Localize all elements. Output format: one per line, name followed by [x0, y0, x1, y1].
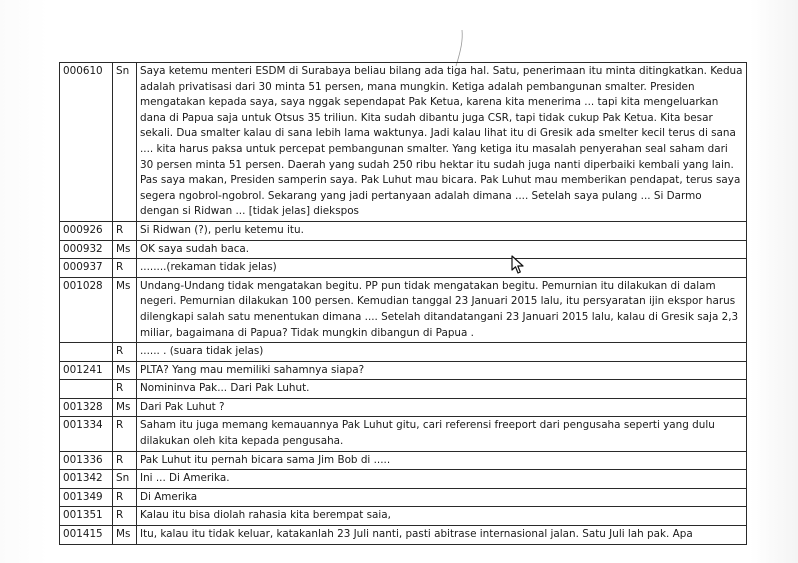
speaker-cell: Ms [113, 277, 137, 342]
utterance-cell: Itu, kalau itu tidak keluar, katakanlah 23 Juli nanti, pasti abitrase internasional jalan. Satu Juli lah pak. Apa [137, 526, 747, 545]
speaker-cell: R [113, 488, 137, 507]
speaker-cell: Sn [113, 63, 137, 222]
timestamp-cell: 000926 [60, 221, 113, 240]
timestamp-cell: 001328 [60, 398, 113, 417]
timestamp-cell: 001028 [60, 277, 113, 342]
timestamp-cell: 001241 [60, 361, 113, 380]
utterance-cell: Kalau itu bisa diolah rahasia kita berempat saia, [137, 507, 747, 526]
utterance-cell: PLTA? Yang mau memiliki sahamnya siapa? [137, 361, 747, 380]
utterance-cell: Ini ... Di Amerika. [137, 470, 747, 489]
speaker-cell: R [113, 507, 137, 526]
transcript-row [60, 451, 747, 470]
timestamp-cell: 000932 [60, 240, 113, 259]
timestamp-cell: 000610 [60, 63, 113, 222]
transcript-row [60, 488, 747, 507]
transcript-row [60, 398, 747, 417]
speaker-cell: R [113, 380, 137, 399]
utterance-cell: Saya ketemu menteri ESDM di Surabaya beliau bilang ada tiga hal. Satu, penerimaan itu minta ditingkatkan. Kedua adalah privatisasi dari 30 minta 51 persen, mana mungkin. Ketiga adalah pembangunan smalter. Presiden mengatakan kepada saya, saya nggak sependapat Pak Ketua, karena kita menerima ... tapi kita mengeluarkan dana di Papua saja untuk Otsus 35 triliun. Kita sudah dibantu juga CSR, tapi tidak cukup Pak Ketua. Kita besar sekali. Dua smalter kalau di sana lebih lama waktunya. Jadi kalau lihat itu di Gresik ada smelter kecil terus di sana .... kita harus paksa untuk percepat pembangunan smalter. Yang ketiga itu masalah penyerahan seal saham dari 30 persen minta 51 persen. Daerah yang sudah 250 ribu hektar itu sudah juga nanti diperbaiki kembali yang lain. Pas saya makan, Presiden samperin saya. Pak Luhut mau bicara. Pak Luhut mau memberikan pendapat, terus saya segera ngobrol-ngobrol. Sekarang yang jadi pertanyaan adalah dimana .... Setelah saya pulang ... Si Darmo dengan si Ridwan ... [tidak jelas] diekspos [137, 63, 747, 222]
utterance-cell: Dari Pak Luhut ? [137, 398, 747, 417]
transcript-row [60, 343, 747, 362]
transcript-row [60, 417, 747, 451]
speaker-cell: R [113, 343, 137, 362]
utterance-cell: ...... . (suara tidak jelas) [137, 343, 747, 362]
timestamp-cell [60, 343, 113, 362]
speaker-cell: Ms [113, 361, 137, 380]
speaker-cell: Ms [113, 240, 137, 259]
timestamp-cell: 001415 [60, 526, 113, 545]
transcript-row [60, 240, 747, 259]
speaker-cell: R [113, 259, 137, 278]
timestamp-cell: 001351 [60, 507, 113, 526]
utterance-cell: Nomininva Pak... Dari Pak Luhut. [137, 380, 747, 399]
timestamp-cell: 001342 [60, 470, 113, 489]
speaker-cell: R [113, 417, 137, 451]
transcript-row [60, 277, 747, 342]
transcript-row [60, 361, 747, 380]
timestamp-cell [60, 380, 113, 399]
utterance-cell: Di Amerika [137, 488, 747, 507]
utterance-cell: Saham itu juga memang kemauannya Pak Luhut gitu, cari referensi freeport dari pengusaha seperti yang dulu dilakukan oleh kita kepada pengusaha. [137, 417, 747, 451]
transcript-row [60, 526, 747, 545]
transcript-row [60, 470, 747, 489]
utterance-cell: Pak Luhut itu pernah bicara sama Jim Bob di ..... [137, 451, 747, 470]
timestamp-cell: 000937 [60, 259, 113, 278]
timestamp-cell: 001349 [60, 488, 113, 507]
timestamp-cell: 001334 [60, 417, 113, 451]
transcript-table [59, 62, 747, 545]
speaker-cell: R [113, 451, 137, 470]
transcript-row [60, 380, 747, 399]
speaker-cell: Ms [113, 526, 137, 545]
transcript-row [60, 259, 747, 278]
transcript-row [60, 221, 747, 240]
transcript-row [60, 507, 747, 526]
transcript-body [60, 63, 747, 545]
utterance-cell: ........(rekaman tidak jelas) [137, 259, 747, 278]
utterance-cell: Undang-Undang tidak mengatakan begitu. PP pun tidak mengatakan begitu. Pemurnian itu dilakukan di dalam negeri. Pemurnian dilakukan 100 persen. Kemudian tanggal 23 Januari 2015 lalu, itu persyaratan ijin ekspor harus dilengkapi salah satu menentukan dimana .... Setelah ditandatangani 23 Januari 2015 lalu, kalau di Gresik saja 2,3 miliar, bagaimana di Papua? Tidak mungkin dibangun di Papua . [137, 277, 747, 342]
timestamp-cell: 001336 [60, 451, 113, 470]
mouse-cursor-icon [511, 255, 525, 275]
utterance-cell: Si Ridwan (?), perlu ketemu itu. [137, 221, 747, 240]
speaker-cell: Sn [113, 470, 137, 489]
utterance-cell: OK saya sudah baca. [137, 240, 747, 259]
speaker-cell: Ms [113, 398, 137, 417]
speaker-cell: R [113, 221, 137, 240]
transcript-row [60, 63, 747, 222]
